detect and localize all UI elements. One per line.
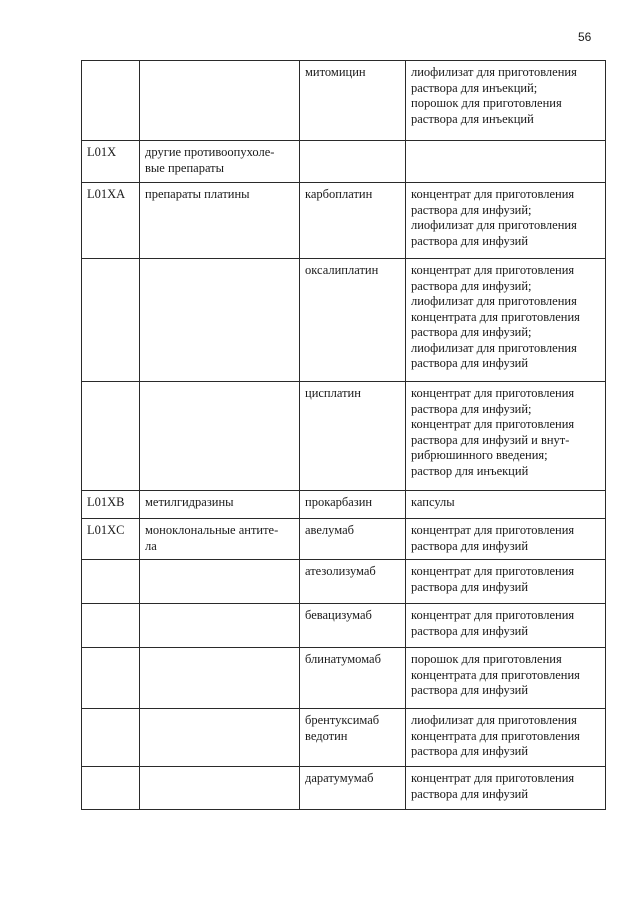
inn-cell <box>300 183 406 259</box>
atc-code-cell <box>82 604 140 648</box>
cell-line: даратумумаб <box>305 771 374 785</box>
cell-line: лиофилизат для приготовления <box>411 713 577 727</box>
dosage-form-cell <box>406 604 606 648</box>
table-row <box>82 382 606 491</box>
cell-line: рибрюшинного введения; <box>411 448 548 462</box>
atc-code-cell <box>82 382 140 491</box>
group-name-cell <box>140 648 300 709</box>
table-body <box>82 61 606 810</box>
cell-line: вые препараты <box>145 160 225 175</box>
cell-line: концентрата для приготовления <box>411 728 580 743</box>
inn-cell <box>300 604 406 648</box>
group-name-cell <box>140 61 300 141</box>
table-row <box>82 519 606 560</box>
cell-line: раствора для инфузий <box>411 623 529 638</box>
inn-cell <box>300 560 406 604</box>
dosage-form-cell <box>406 767 606 810</box>
inn-cell <box>300 648 406 709</box>
cell-line: другие противоопухоле- <box>145 145 275 159</box>
cell-line: цисплатин <box>305 386 361 400</box>
group-name-cell <box>140 709 300 767</box>
table-row <box>82 560 606 604</box>
cell-line: оксалиплатин <box>305 263 379 277</box>
cell-line: лиофилизат для приготовления <box>411 218 577 232</box>
cell-line: раствора для инфузий; <box>411 401 532 416</box>
dosage-form-cell <box>406 141 606 183</box>
cell-line: митомицин <box>305 65 366 79</box>
table-row <box>82 604 606 648</box>
cell-line: ла <box>145 538 157 553</box>
cell-line: порошок для приготовления <box>411 96 562 110</box>
group-name-cell <box>140 183 300 259</box>
group-name-cell <box>140 560 300 604</box>
cell-line: блинатумомаб <box>305 652 381 666</box>
cell-line: концентрата для приготовления <box>411 667 580 682</box>
cell-line: моноклональные антите- <box>145 523 279 537</box>
dosage-form-cell <box>406 259 606 382</box>
group-name-cell <box>140 519 300 560</box>
cell-line: лиофилизат для приготовления <box>411 294 577 308</box>
cell-line: раствора для инфузий <box>411 579 529 594</box>
cell-line: концентрата для приготовления <box>411 309 580 324</box>
inn-cell <box>300 382 406 491</box>
cell-line: концентрат для приготовления <box>411 386 575 400</box>
dosage-form-cell <box>406 560 606 604</box>
dosage-form-cell <box>406 183 606 259</box>
inn-cell <box>300 709 406 767</box>
atc-code-cell <box>82 259 140 382</box>
cell-line: концентрат для приготовления <box>411 417 575 431</box>
inn-cell <box>300 519 406 560</box>
table-row <box>82 183 606 259</box>
table-row <box>82 709 606 767</box>
dosage-form-cell <box>406 648 606 709</box>
cell-line: раствора для инфузий; <box>411 202 532 217</box>
table-row <box>82 141 606 183</box>
cell-line: раствора для инфузий <box>411 683 529 697</box>
cell-line: лиофилизат для приготовления <box>411 340 577 355</box>
inn-cell <box>300 491 406 519</box>
cell-line: концентрат для приготовления <box>411 608 575 622</box>
cell-line: лиофилизат для приготовления <box>411 65 577 79</box>
cell-line: концентрат для приготовления <box>411 771 575 785</box>
dosage-form-cell <box>406 709 606 767</box>
cell-line: прокарбазин <box>305 495 373 509</box>
inn-cell <box>300 259 406 382</box>
cell-line: ведотин <box>305 728 348 743</box>
atc-code-cell <box>82 709 140 767</box>
cell-line: раствора для инфузий; <box>411 325 532 339</box>
cell-line: раствора для инфузий <box>411 356 529 370</box>
atc-code-cell: L01XB <box>82 491 140 519</box>
table-row <box>82 61 606 141</box>
atc-code-cell <box>82 560 140 604</box>
cell-line: атезолизумаб <box>305 564 376 578</box>
cell-line: раствора для инфузий <box>411 744 529 758</box>
cell-line: концентрат для приготовления <box>411 564 575 578</box>
cell-line: концентрат для приготовления <box>411 523 575 537</box>
group-name-cell <box>140 141 300 183</box>
page-number: 56 <box>578 30 592 44</box>
inn-cell <box>300 61 406 141</box>
inn-cell <box>300 767 406 810</box>
inn-cell <box>300 141 406 183</box>
drug-table <box>81 60 606 810</box>
group-name-cell <box>140 604 300 648</box>
cell-line: раствора для инъекций; <box>411 80 538 95</box>
table-row <box>82 767 606 810</box>
cell-line: концентрат для приготовления <box>411 187 575 201</box>
cell-line: препараты платины <box>145 187 250 201</box>
cell-line: концентрат для приготовления <box>411 263 575 277</box>
cell-line: раствора для инъекций <box>411 111 534 126</box>
cell-line: раствор для инъекций <box>411 463 529 478</box>
table-row <box>82 259 606 382</box>
dosage-form-cell <box>406 519 606 560</box>
group-name-cell <box>140 382 300 491</box>
atc-code-cell <box>82 61 140 141</box>
cell-line: бевацизумаб <box>305 608 372 622</box>
dosage-form-cell <box>406 491 606 519</box>
cell-line: раствора для инфузий <box>411 538 529 553</box>
dosage-form-cell <box>406 61 606 141</box>
cell-line: метилгидразины <box>145 495 234 509</box>
group-name-cell <box>140 767 300 810</box>
group-name-cell <box>140 259 300 382</box>
dosage-form-cell <box>406 382 606 491</box>
cell-line: порошок для приготовления <box>411 652 562 666</box>
cell-line: авелумаб <box>305 523 354 537</box>
atc-code-cell: L01XA <box>82 183 140 259</box>
cell-line: раствора для инфузий; <box>411 278 532 293</box>
group-name-cell <box>140 491 300 519</box>
table-row <box>82 491 606 519</box>
cell-line: капсулы <box>411 495 455 509</box>
table-row <box>82 648 606 709</box>
atc-code-cell <box>82 767 140 810</box>
cell-line: раствора для инфузий <box>411 786 529 801</box>
cell-line: раствора для инфузий <box>411 233 529 248</box>
atc-code-cell: L01XC <box>82 519 140 560</box>
cell-line: карбоплатин <box>305 187 373 201</box>
atc-code-cell <box>82 648 140 709</box>
cell-line: раствора для инфузий и внут- <box>411 432 570 447</box>
atc-code-cell: L01X <box>82 141 140 183</box>
cell-line: брентуксимаб <box>305 713 380 727</box>
